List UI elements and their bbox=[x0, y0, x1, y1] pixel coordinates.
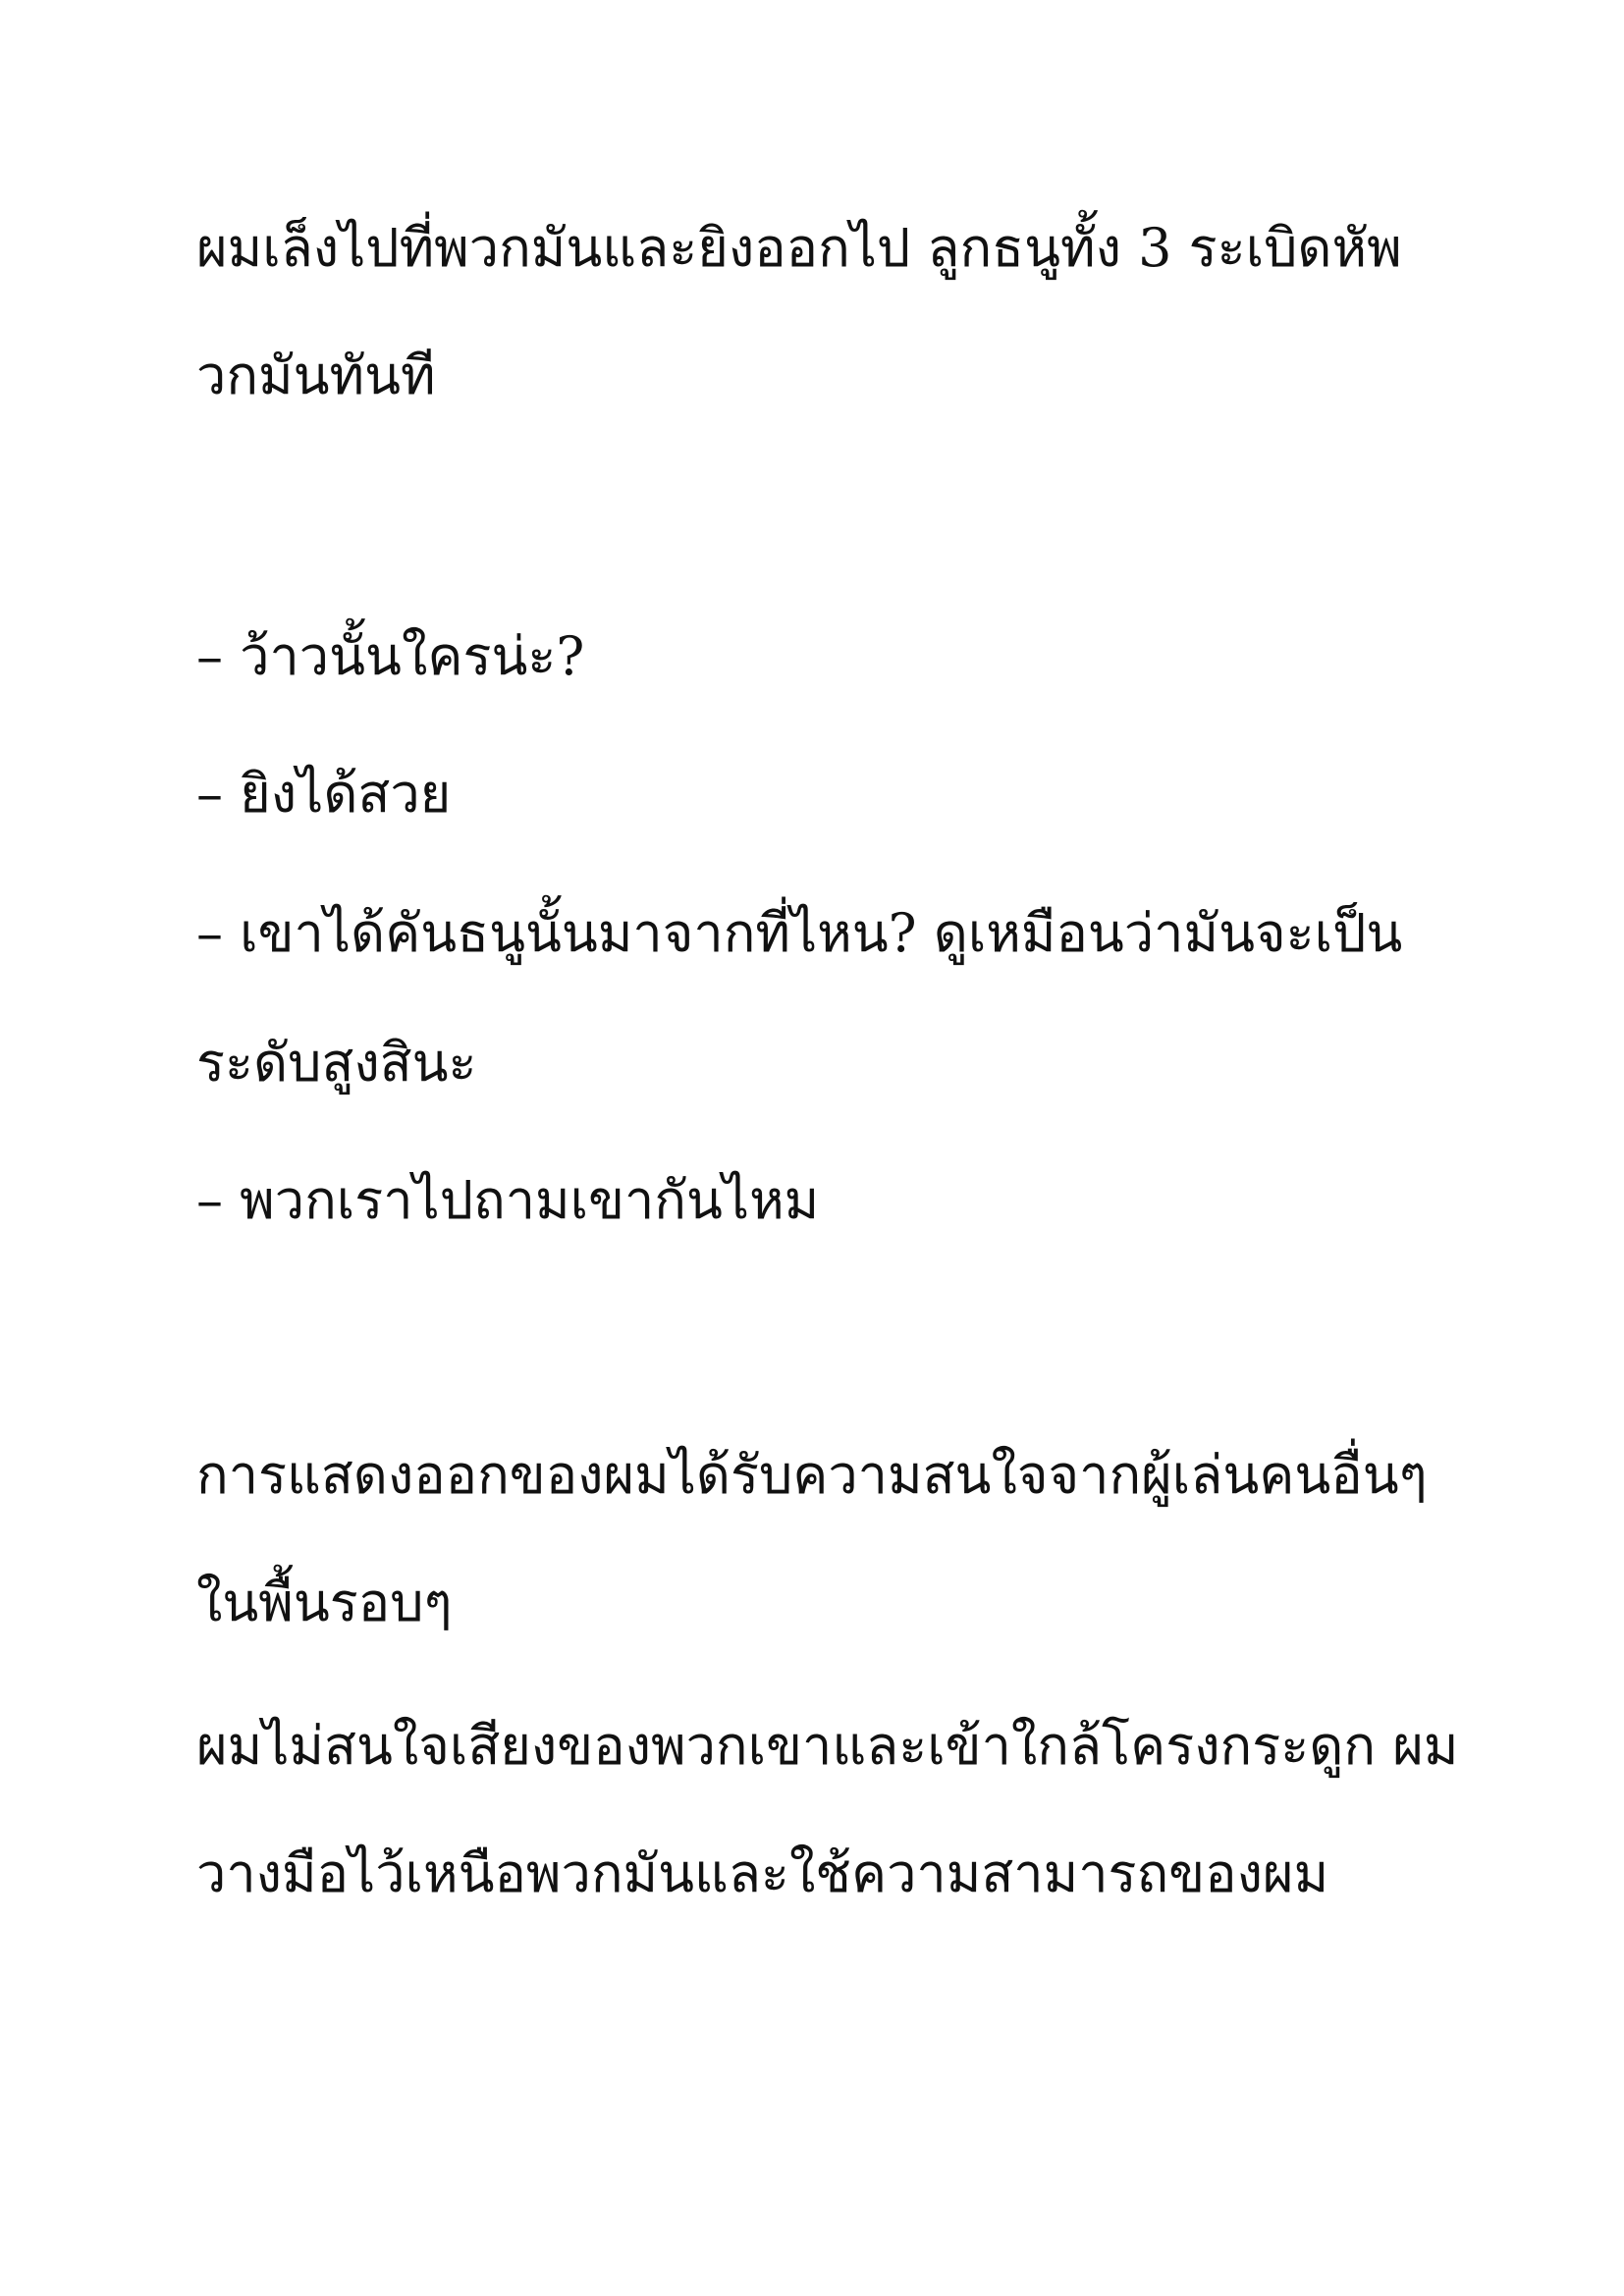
paragraph-1-line-1: ผมเล็งไปที่พวกมันและยิงออกไป ลูกธนูทั้ง 3 ระเบิดหัพ bbox=[196, 217, 1402, 279]
dialogue-line-1: – ว้าวนั้นใครน่ะ? bbox=[196, 625, 585, 687]
dialogue-line-3-continued: ระดับสูงสินะ bbox=[196, 1032, 477, 1094]
paragraph-3-line-1: ผมไม่สนใจเสียงของพวกเขาและเข้าใกล้โครงกระดูก ผม bbox=[196, 1715, 1459, 1777]
paragraph-3-line-2: วางมือไว้เหนือพวกมันและใช้ความสามารถของผม bbox=[196, 1842, 1329, 1904]
paragraph-1-line-2: วกมันทันที bbox=[196, 345, 436, 406]
dialogue-line-3: – เขาได้คันธนูนั้นมาจากที่ไหน? ดูเหมือนว่ามันจะเป็น bbox=[196, 902, 1403, 964]
paragraph-2-line-2: ในพื้นรอบๆ bbox=[196, 1572, 453, 1633]
paragraph-2-line-1: การแสดงออกของผมได้รับความสนใจจากผู้เล่นคนอื่นๆ bbox=[196, 1444, 1428, 1506]
dialogue-line-2: – ยิงได้สวย bbox=[196, 763, 452, 825]
dialogue-line-4: – พวกเราไปถามเขากันไหม bbox=[196, 1169, 820, 1231]
